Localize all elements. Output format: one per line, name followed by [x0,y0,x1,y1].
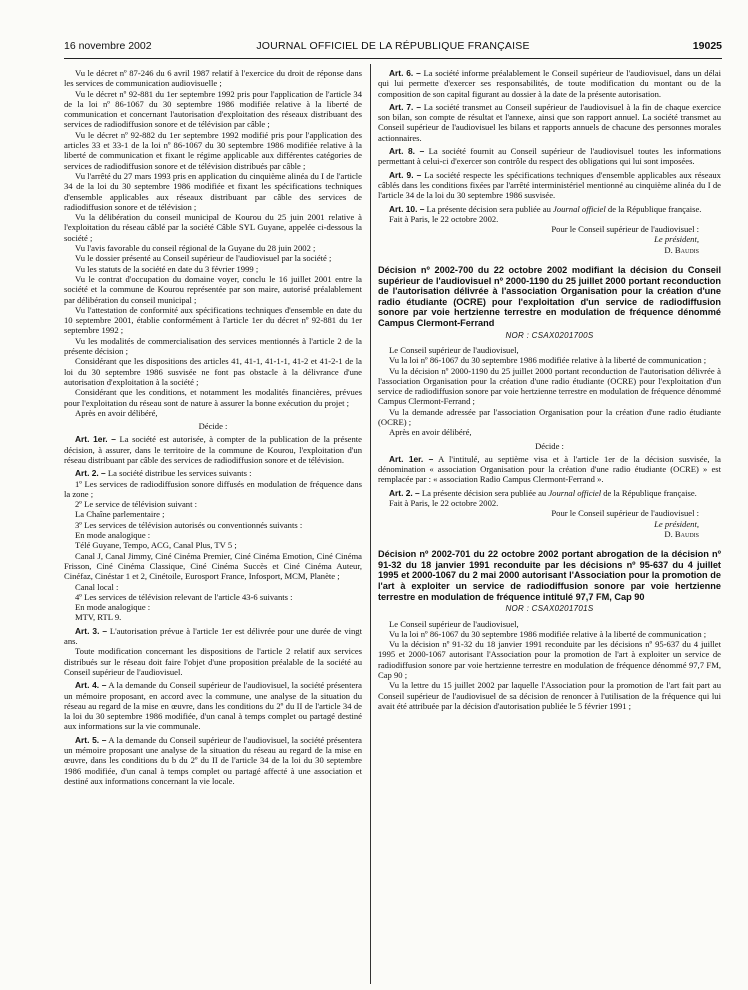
visa-paragraph: Vu les statuts de la société en date du 3 février 1999 ; [75,263,259,274]
nor-reference: NOR : CSAX0201700S [505,330,594,340]
article-text: La présente décision sera publiée au [426,203,554,214]
article-label: Art. 1er. – [389,453,434,464]
article-10 [378,204,721,214]
article-text: La société est autorisée, à compter de la publication de la présente décision, à assurer, dans le territoire de la commune de Kourou, l'exploitation d'un réseau distribuant par câble des services de radiodiffusion sonore et de télévision. [64,434,362,465]
article-4 [64,680,362,731]
visa-paragraph: Vu le décret nº 92-881 du 1er septembre 1992 pris pour l'application de l'article 34 de la loi nº 86-1067 du 30 septembre 1986 modifiée relative à la liberté de communication et concernant l'autorisation d'exploitation des réseaux distribuant des services de radiodiffusion sonore et de télévision par câble ; [64,88,362,130]
article-5 [64,735,362,786]
list-item: 1º Les services de radiodiffusion sonore diffusés en modulation de fréquence dans la zone ; [64,478,362,499]
article-6 [378,68,721,99]
article-text: La société respecte les spécifications techniques d'ensemble applicables aux réseaux câblés dans les conditions fixées par l'arrêté interministériel mentionné au cinquième alinéa du I de l'article 34 de la loi du 30 septembre 1986 susvisée. [378,169,721,201]
article-3 [64,626,362,647]
list-item: 4º Les services de télévision relevant de l'article 43-6 suivants : [75,591,293,602]
visa-paragraph: Vu la demande adressée par l'association Organisation pour la création d'une radio étudiante (OCRE) ; [378,406,721,427]
visa-paragraph: Vu la décision nº 91-32 du 18 janvier 1991 reconduite par les décisions nº 95-637 du 4 juillet 1995 et 2000-1067 autorisant l'Association pour la promotion de l'art à exploiter un service de radiodiffusion sonore par voie hertzienne terrestre en modulation de fréquence dénommé 97,7 FM, Cap 90 ; [378,639,721,680]
visa-paragraph: Vu le dossier présenté au Conseil supérieur de l'audiovisuel par la société ; [75,253,332,264]
visa-paragraph: Vu le contrat d'occupation du domaine voyer, conclu le 16 juillet 2001 entre la société et la commune de Kourou représentée par son maire, autorisé préalablement par délibération du conseil municipal ; [64,273,362,305]
header-page-number: 19025 [692,40,722,52]
visa-paragraph: Vu la loi nº 86-1067 du 30 septembre 1986 modifiée relative à la liberté de communication ; [389,628,707,639]
list-item: 3º Les services de télévision autorisés ou conventionnés suivants : [75,519,303,530]
decision-title: Décision nº 2002-700 du 22 octobre 2002 modifiant la décision du Conseil supérieur de l'audiovisuel nº 2000-1190 du 25 juillet 2000 portant reconduction de l'autorisation délivrée à l'association Organisation pour la création d'une radio étudiante (OCRE) pour l'exploitation d'un service de radiodiffusion sonore par voie hertzienne terrestre en modulation de fréquence dénommé Campus Clermont-Ferrand [378,265,721,329]
nor-reference: NOR : CSAX0201701S [505,604,594,614]
list-item: MTV, RTL 9. [75,612,122,623]
list-item: Télé Guyane, Tempo, ACG, Canal Plus, TV 5 ; [75,540,237,551]
article-label: Art. 2. – [389,487,420,498]
right-column [378,68,721,984]
decide-heading: Décide : [535,440,564,451]
list-item: Canal local : [75,581,119,592]
visa-paragraph: Vu les modalités de commercialisation des services mentionnés à l'article 2 de la présente décision ; [64,335,362,357]
signature-council: Pour le Conseil supérieur de l'audiovisuel : [551,508,699,519]
list-item: Canal J, Canal Jimmy, Ciné Cinéma Premier, Ciné Cinéma Emotion, Ciné Cinéma Frisson, Ciné Cinéma Classique, Ciné Cinéma Succès et Ciné Cinéma Auteur, Cinéfaz, Cinéstar 1 et 2, Cinétoile, Eurosport France, Infosport, MCM, Planète ; [64,550,362,582]
header-date: 16 novembre 2002 [64,40,152,52]
visa-paragraph: Vu l'arrêté du 27 mars 1993 pris en application du cinquième alinéa du I de l'article 34 de la loi du 30 septembre 1986 modifiée et fixant les spécifications techniques d'ensemble applicables aux réseaux distribuant par câble des services de radiodiffusion sonore et de télévision ; [64,170,362,212]
header-rule [64,58,722,59]
visa-paragraph: Vu la délibération du conseil municipal de Kourou du 25 juin 2001 relative à l'exploitation du réseau câblé par la société Câble SYL Guyane, appelée ci-dessous la société ; [64,212,362,243]
header-title: JOURNAL OFFICIEL DE LA RÉPUBLIQUE FRANÇAISE [256,40,530,52]
article-7 [378,102,721,143]
article-label: Art. 1er. – [75,434,116,445]
visa-paragraph: Vu l'attestation de conformité aux spécifications techniques d'ensemble en date du 10 septembre 2001, établie conformément à l'article 1er du décret nº 92-881 du 1er septembre 1992 ; [64,304,362,336]
article-label: Art. 5. – [75,734,107,745]
article-label: Art. 2. – [75,468,106,479]
visa-paragraph: Vu la loi nº 86-1067 du 30 septembre 1986 modifiée relative à la liberté de communication ; [389,355,707,366]
signature-name: D. Baudis [664,528,699,539]
article-8 [378,146,721,167]
list-item: 2º Le service de télévision suivant : [75,499,197,510]
article-text: de la République française. [601,487,697,498]
article-9 [378,170,721,201]
article-text: de la République française. [605,203,702,214]
visa-paragraph: Vu la lettre du 15 juillet 2002 par laquelle l'Association pour la promotion de l'art fait part au Conseil supérieur de l'audiovisuel de sa décision de renoncer à l'utilisation de la fréquence qui lui avait été attribuée par la décision d'autorisation publiée le 5 février 1991 ; [378,680,721,711]
decide-heading: Décide : [198,421,228,432]
done-line: Fait à Paris, le 22 octobre 2002. [389,213,499,224]
article-label: Art. 6. – [389,68,421,78]
article-label: Art. 7. – [389,101,421,112]
article-text: A la demande du Conseil supérieur de l'audiovisuel, la société présentera un mémoire proposant, en accord avec la commune, une analyse de la situation du réseau au regard de la mise en œuvre, dans les conditions du 2º du II de l'article 34 de la loi du 30 septembre 1986 modifiée, d'un canal à temps complet ou partagé destiné aux informations sur la vie communale. [64,680,362,732]
article-text: A l'intitulé, au septième visa et à l'article 1er de la décision susvisée, la dénomination « association Organisation pour la création d'une radio étudiante (OCRE) » est remplacée par : « association Radio Campus Clermont-Ferrand ». [378,453,721,485]
column-separator [370,64,371,984]
page-header [64,40,722,54]
signature-council: Pour le Conseil supérieur de l'audiovisuel : [551,224,699,235]
article-2 [378,488,721,498]
left-column [64,68,362,984]
article-text: La société fournit au Conseil supérieur de l'audiovisuel toutes les informations permettant à celui-ci d'exercer son contrôle du respect des obligations qui lui sont imposées. [378,146,721,167]
signature-name: D. Baudis [664,244,699,255]
article-label: Art. 10. – [389,203,425,214]
article-text: La société transmet au Conseil supérieur de l'audiovisuel à la fin de chaque exercice son bilan, son compte de résultat et l'annexe, ainsi que son rapport annuel. La société transmet au Conseil supérieur de l'audiovisuel les bilans et rapports annuels de chacune des personnes morales actionnaires. [378,101,721,143]
signature-role: Le président, [654,518,699,529]
list-item: La Chaîne parlementaire ; [75,509,165,520]
visa-paragraph: Le Conseil supérieur de l'audiovisuel, [389,344,519,355]
article-text: La présente décision sera publiée au [421,487,549,498]
decision-title: Décision nº 2002-701 du 22 octobre 2002 portant abrogation de la décision nº 91-32 du 18 janvier 1991 reconduite par les décisions nº 95-637 du 4 juillet 1995 et 2000-1067 du 2 mai 2000 autorisant l'Association pour la promotion de l'art à exploiter un service de radiodiffusion sonore par voie hertzienne terrestre en modulation de fréquence intitulé 97,7 FM, Cap 90 [378,549,721,602]
list-item: En mode analogique : [75,602,151,613]
article-1 [378,454,721,485]
article-label: Art. 4. – [75,680,107,691]
visa-paragraph: Vu le décret nº 92-882 du 1er septembre 1992 modifié pris pour l'application des articles 33 et 33-1 de la loi nº 86-1067 du 30 septembre 1986 modifiée relative à la liberté de communication et fixant le régime applicable aux différentes catégories de services de radiodiffusion sonore et de télévision distribués par câble ; [64,129,362,171]
article-text: La société distribue les services suivants : [107,468,252,479]
considerant-paragraph: Considérant que les dispositions des articles 41, 41-1, 41-1-1, 41-2 et 41-2-1 de la loi du 30 septembre 1986 susvisée ne font pas obstacle à la délivrance d'une autorisation d'exploitation à la société ; [64,356,362,387]
article-text: La société informe préalablement le Conseil supérieur de l'audiovisuel, dans un délai qui lui permette d'exercer ses responsabilités, de toute modification du montant ou de la composition de son capital figurant au dossier à la date de la présente autorisation. [378,68,721,99]
visa-paragraph: Le Conseil supérieur de l'audiovisuel, [389,618,519,629]
article-text-continued: Toute modification concernant les dispositions de l'article 2 relatif aux services distribués sur le réseau doit faire l'objet d'une proposition préalable de la société au Conseil supérieur de l'audiovisuel. [64,646,362,677]
article-label: Art. 3. – [75,625,108,636]
article-label: Art. 9. – [389,169,422,180]
visa-paragraph: Vu l'avis favorable du conseil régional de la Guyane du 28 juin 2002 ; [75,243,316,254]
visa-paragraph: Vu le décret nº 87-246 du 6 avril 1987 relatif à l'exercice du droit de réponse dans les services de communication audiovisuelle ; [64,68,362,89]
done-line: Fait à Paris, le 22 octobre 2002. [389,498,499,509]
list-item: En mode analogique : [75,530,151,541]
article-2 [64,468,362,478]
visa-paragraph: Vu la décision nº 2000-1190 du 25 juillet 2000 portant reconduction de l'autorisation délivrée à l'association Organisation pour la création d'une radio étudiante (OCRE) pour l'exploitation d'un service de radiodiffusion sonore par voie hertzienne terrestre en modulation de fréquence dénommé Campus Clermont-Ferrand ; [378,365,721,407]
article-label: Art. 8. – [389,146,425,157]
article-text: A la demande du Conseil supérieur de l'audiovisuel, la société présentera un mémoire proposant une analyse de la situation du réseau au regard de la mise en œuvre, dans les conditions du b du 2º du II de l'article 34 de la loi du 30 septembre 1986 modifiée, d'un canal à temps complet ou partagé affecté à une association et destiné aux informations concernant la vie locale. [64,734,362,786]
article-text: L'autorisation prévue à l'article 1er est délivrée pour une durée de vingt ans. [64,625,362,647]
article-1 [64,434,362,465]
deliberation-line: Après en avoir délibéré, [389,427,472,438]
journal-officiel-italic: Journal officiel [548,487,602,498]
signature-role: Le président, [654,234,699,245]
journal-officiel-italic: Journal officiel [553,203,606,214]
considerant-paragraph: Considérant que les conditions, et notamment les modalités financières, prévues pour l'exploitation du réseau sont de nature à assurer la bonne exécution du projet ; [64,387,362,408]
deliberation-line: Après en avoir délibéré, [75,407,158,418]
